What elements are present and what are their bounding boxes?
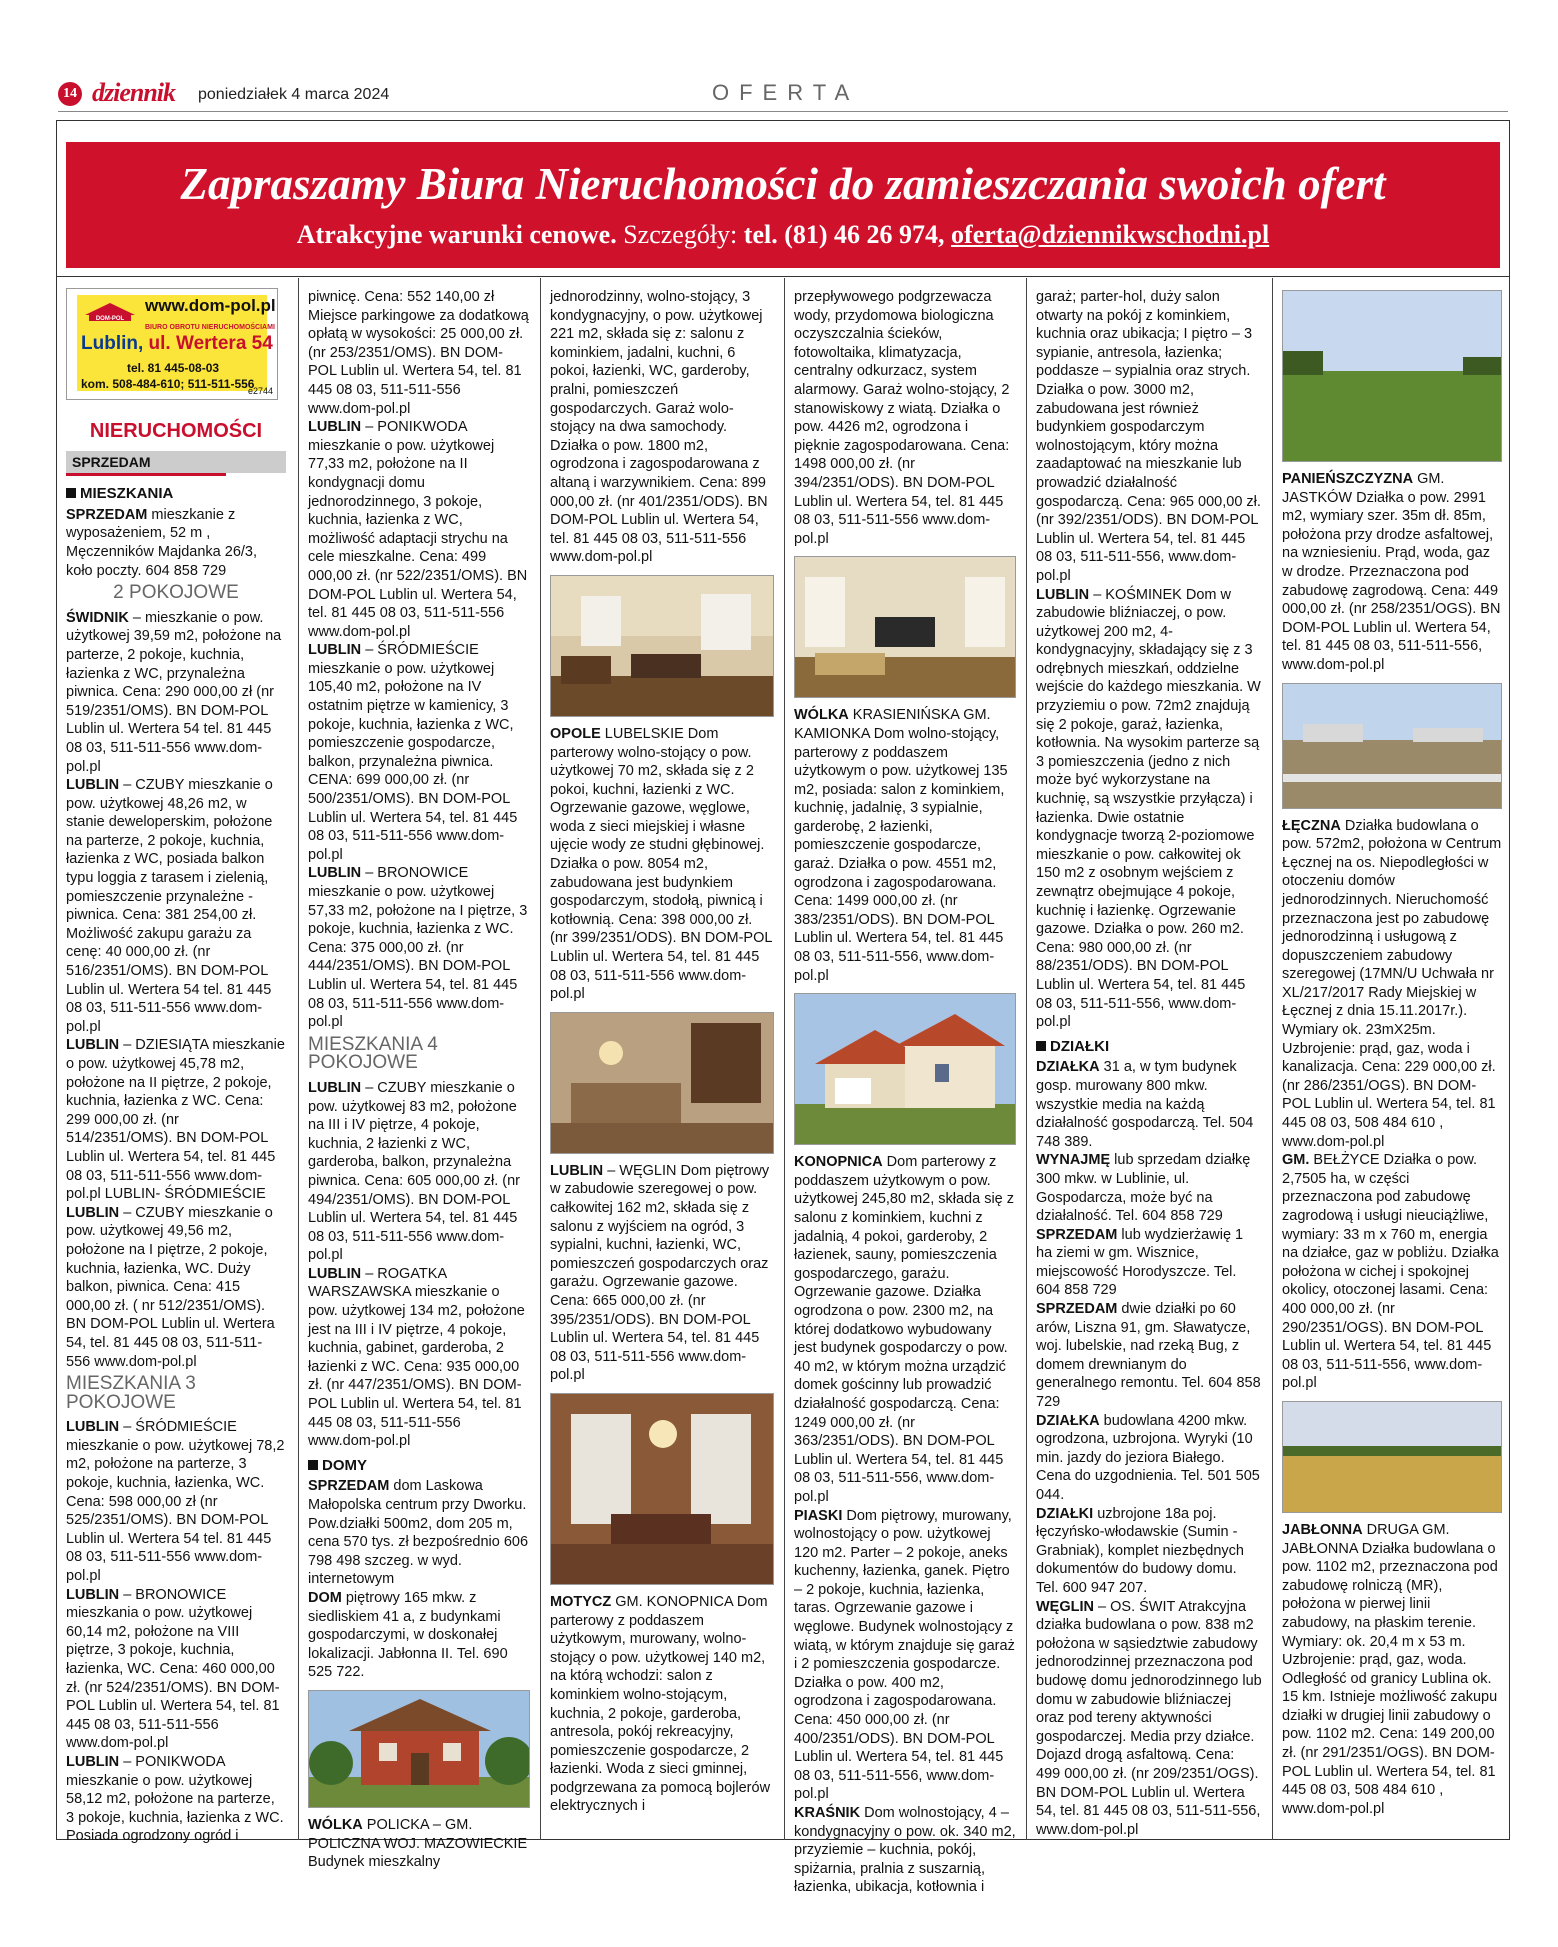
dom-pol-ad [66, 288, 278, 400]
page-header [58, 78, 1508, 114]
listing-group [1282, 1521, 1502, 1819]
listing-text: – WĘGLIN Dom piętrowy w zabudowie szeregowej o pow. całkowitej 162 m2, składa się z salonu z wyjściem na ogród, 3 sypialni, kuchni, łazienki, WC, pomieszczeń gospodarczych oraz garażu. Ogrzewanie gazowe. Cena: 665 000,00 zł. (nr 395/2351/ODS). BN DOM-POL Lublin ul. Wertera 54, tel. 81 445 08 03, 511-511-556 www.dom-pol.pl [550, 1162, 770, 1384]
column-divider [784, 278, 785, 1840]
banner-title: Zapraszamy Biura Nieruchomości do zamieszczania swoich ofert [180, 159, 1386, 209]
brick-house-image [309, 1691, 530, 1807]
listing-text: piwnicę. Cena: 552 140,00 zł Miejsce parkingowe za dodatkową opłatą w wysokości: 25 000,00 zł. (nr 253/2351/OMS). BN DOM-POL Lublin ul. Wertera 54, tel. 81 445 08 03, 511-511-556 www.dom-pol.pl [308, 289, 529, 417]
listing-entry [550, 725, 774, 1004]
listing-entry [1036, 1300, 1262, 1412]
listing-group [308, 1816, 530, 1872]
listing-text: DRUGA GM. JABŁONNA Działka budowlana o pow. 1102 m2, przeznaczona pod zabudowę rolniczą (MR), położona w pierwej linii zabudowy, na płaskim terenie. Wymiary: ok. 20,4 m x 53 m. Uzbrojenie: prąd, gaz, woda. Odległość od granicy Lublina ok. 15 km. Istnieje możliwość zakupu działki w drugiej linii zabudowy o pow. 1102 m2. Cena: 149 200,00 zł. (nr 291/2351/OGS). BN DOM-POL Lublin ul. Wertera 54, tel. 81 445 08 03, 508 484 610 , www.dom-pol.pl [1282, 1521, 1498, 1817]
domy-label: DOMY [322, 1456, 367, 1474]
listing-text: – ŚRÓDMIEŚCIE mieszkanie o pow. użytkowej 105,40 m2, położone na IV ostatnim piętrze w kamienicy, 3 pokoje, kuchnia, łazienka z WC, pomieszczenie gospodarcze, balkon, przynależna piwnica. CENA: 699 000,00 zł. (nr 500/2351/OMS). BN DOM-POL Lublin ul. Wertera 54, tel. 81 445 08 03, 511-511-556 www.dom-pol.pl [308, 642, 518, 863]
issue-date: poniedziałek 4 marca 2024 [198, 86, 390, 103]
listing-location: WÓLKA [794, 707, 849, 724]
banner-conditions: Atrakcyjne warunki cenowe. [296, 220, 617, 249]
interior-photo [550, 575, 774, 717]
listing-location: GM. [1282, 1152, 1310, 1169]
listing-text: przepływowego podgrzewacza wody, przydomowa biologiczna oczyszczalnia ścieków, fotowoltaika, klimatyzacja, centralny odkurzacz, system alarmowy. Garaż wolno-stojący, 2 stanowiskowy z wiatą. Działka o pow. 4426 m2, ogrodzona i pięknie zagospodarowana. Cena: 1498 000,00 zł. (nr 394/2351/ODS). BN DOM-POL Lublin ul. Wertera 54, tel. 81 445 08 03, 511-511-556 www.dom-pol.pl [794, 289, 1010, 547]
listing-entry [1282, 1521, 1502, 1819]
listing-location: LUBLIN [66, 1419, 120, 1436]
listing-group [66, 1375, 286, 1846]
pok2-heading: 2 POKOJOWE [113, 582, 239, 604]
living-room-image [551, 576, 774, 716]
domy-heading [308, 1457, 530, 1476]
listing-group [1036, 1058, 1262, 1839]
logo-text: DOM-POL [95, 316, 125, 322]
sprzedam-heading: SPRZEDAM [66, 451, 286, 474]
listing-location: WYNAJMĘ [1036, 1152, 1111, 1169]
ad-address [81, 335, 273, 354]
listing-group [1036, 288, 1262, 1032]
listing-entry [308, 418, 530, 641]
listing-entry [66, 1418, 286, 1585]
listing-location: WĘGLIN [1036, 1598, 1094, 1615]
listing-text: Działka budowlana o pow. 572m2, położona w Centrum Łęcznej na os. Niepodległości w otoczeniu domów jednorodzinnych. Nieruchomość przeznaczona jest po zabudowę jednorodzinną i usługową z dopuszczeniem zabudowy szeregowej (17MN/U Uchwała nr XL/217/2017 Rady Miejskiej w Łęcznej z dnia 15.11.2017r.). Wymiary ok. 23mX25m. Uzbrojenie: prąd, gaz, woda i kanalizacja. Cena: 229 000,00 zł. (nr 286/2351/OGS). BN DOM-POL Lublin ul. Wertera 54, tel. 81 445 08 03, 508 484 610 , www.dom-pol.pl [1282, 817, 1502, 1150]
listing-entry [794, 288, 1016, 548]
listing-entry [308, 288, 530, 418]
listing-entry [1036, 1151, 1262, 1225]
listing-text: – KOŚMINEK Dom w zabudowie bliźniaczej, o pow. użytkowej 200 m2, 4-kondygnacyjny, składający się z 3 odrębnych mieszkań, oddzielne wejście do każdego mieszkania. W przyziemiu o pow. 72m2 znajdują się 2 pokoje, garaż, łazienka, kotłownia. Na wysokim parterze są 3 pomieszczenia (jedno z nich może być wykorzystane na kuchnię, są wszystkie przyłącza) i łazienka. Dwie ostatnie kondygnacje tworzą 2-poziomowe mieszkanie o pow. całkowitej ok 150 m2 z osobnym wejściem z zewnątrz obejmujące 4 pokoje, kuchnię i łazienkę. Ogrzewanie gazowe. Działka o pow. 260 m2. Cena: 980 000,00 zł. (nr 88/2351/ODS). BN DOM-POL Lublin ul. Wertera 54, tel. 81 445 08 03, 511-511-556, www.dom-pol.pl [1036, 586, 1261, 1031]
listing-entry [794, 1153, 1016, 1506]
listing-text: – BRONOWICE mieszkania o pow. użytkowej 60,14 m2, położone na VIII piętrze, 3 pokoje, kuchnia, łazienka, WC. Cena: 460 000,00 zł. (nr 524/2351/OMS). BN DOM-POL Lublin ul. Wertera 54, tel. 81 445 08 03, 511-511-556 www.dom-pol.pl [66, 1586, 280, 1752]
listing-location: ŚWIDNIK [66, 609, 129, 626]
listing-text: LUBELSKIE Dom parterowy wolno-stojący o pow. użytkowej 70 m2, składa się z 2 pokoi, kuchni, łazienki z WC. Ogrzewanie gazowe, węglowe, woda z sieci miejskiej i własne ujęcie wody ze studni głębinowej. Działka o pow. 8054 m2, zabudowana jest budynkiem gospodarczym, stodołą, piwnicą i kotłownią. Cena: 398 000,00 zł. (nr 399/2351/ODS). BN DOM-POL Lublin ul. Wertera 54, tel. 81 445 08 03, 511-511-556 www.dom-pol.pl [550, 725, 772, 1003]
column-divider [1026, 278, 1027, 1840]
listing-text: mieszkanie z wyposażeniem, 52 m , Męczenników Majdanka 26/3, koło poczty. 604 858 729 [66, 506, 258, 579]
field-image [1283, 291, 1502, 461]
listing-entry [550, 1593, 774, 1816]
listing-text: – mieszkanie o pow. użytkowej 39,59 m2, położone na parterze, 2 pokoje, kuchnia, łazienka z WC, przynależna piwnica. Cena: 290 000,00 zł (nr 519/2351/OMS). BN DOM-POL Lublin ul. Wertera 54 tel. 81 445 08 03, 511-511-556 www.dom-pol.pl [66, 609, 282, 775]
listing-location: KONOPNICA [794, 1154, 883, 1171]
ad-code: e2744 [247, 386, 273, 397]
dzialki-heading [1036, 1038, 1262, 1057]
listing-text: – CZUBY mieszkanie o pow. użytkowej 49,56 m2, położone na I piętrze, 2 pokoje, kuchnia, łazienka, WC. Duży balkon, piwnica. Cena: 415 000,00 zł. ( nr 512/2351/OMS). BN DOM-POL Lublin ul. Wertera 54, tel. 81 445 08 03, 511-511-556 www.dom-pol.pl [66, 1204, 275, 1370]
listing-entry [794, 1804, 1016, 1897]
header-rule [58, 111, 1508, 112]
listing-location: OPOLE [550, 725, 601, 742]
mieszkania-heading [66, 485, 286, 504]
dzialki-label: DZIAŁKI [1050, 1037, 1110, 1055]
section-title: OFERTA [712, 80, 860, 105]
ad-mobile: kom. 508-484-610; 511-511-556 [81, 377, 255, 391]
listing-location: PIASKI [794, 1507, 843, 1524]
lounge-image [551, 1013, 774, 1153]
page-number: 14 [58, 82, 82, 106]
listing-text: Dom piętrowy, murowany, wolnostojący o pow. użytkowej 120 m2. Parter – 2 pokoje, aneks kuchenny, łazienka, ganek. Piętro – 2 pokoje, kuchnia, łazienka, taras. Ogrzewanie gazowe i węglowe. Budynek wolnostojący z wiatą, w którym znajduje się garaż i 2 pomieszczenia gospodarcze. Działka o pow. 400 m2, ogrodzona i zagospodarowana. Cena: 450 000,00 zł. (nr 400/2351/ODS). BN DOM-POL Lublin ul. Wertera 54, tel. 81 445 08 03, 511-511-556, www.dom-pol.pl [794, 1507, 1015, 1803]
brand-logo: dziennik [92, 78, 176, 107]
listing-location: LUBLIN [308, 642, 362, 659]
square-bullet-icon [308, 1460, 318, 1470]
listing-text: uzbrojone 18a poj. łęczyńsko-włodawskie (Sumin - Grabniak), komplet niezbędnych dokumentów do budowy domu. Tel. 600 947 207. [1036, 1505, 1244, 1596]
banner-details: Szczegóły: [616, 220, 744, 249]
urban-plot-image [1283, 684, 1502, 808]
listing-location: LUBLIN [66, 1037, 120, 1054]
column-5 [1036, 288, 1262, 1839]
listing-text: POLICKA – GM. POLICZNA WOJ. MAZOWIECKIE Budynek mieszkalny [308, 1816, 528, 1871]
listing-entry [1036, 1598, 1262, 1840]
listing-text: BEŁŻYCE Działka o pow. 2,7505 ha, w części przeznaczona pod zabudowę zagrodową i usługi nieuciążliwe, wymiary: 33 m x 760 m, energia na działce, gaz w pobliżu. Działka położona w cichej i spokojnej okolicy, otoczonej lasami. Cena: 400 000,00 zł. (nr 290/2351/OGS). BN DOM-POL Lublin ul. Wertera 54, tel. 81 445 08 03, 511-511-556, www.dom-pol.pl [1282, 1152, 1499, 1392]
listing-location: DZIAŁKA [1036, 1412, 1100, 1429]
house-photo [794, 993, 1016, 1145]
pok4-heading: MIESZKANIA 4 POKOJOWE [308, 1033, 438, 1074]
listing-text: Dom parterowy z poddaszem użytkowym o pow. użytkowej 245,80 m2, składa się z salonu z kominkiem, kuchni z jadalnią, 4 pokoi, garderoby, 2 łazienek, sauny, pomieszczenia gospodarczego, garażu. Ogrzewanie gazowe. Działka ogrodzona o pow. 2300 m2, na której dodatkowo wybudowany jest budynek gospodarczy o pow. 40 m2, w którym można urządzić domek gościnny lub prowadzić działalność gospodarczą. Cena: 1249 000,00 zł. (nr 363/2351/ODS). BN DOM-POL Lublin ul. Wertera 54, tel. 81 445 08 03, 511-511-556, www.dom-pol.pl [794, 1154, 1015, 1505]
listing-location: SPRZEDAM [66, 506, 148, 523]
house-logo-icon [83, 301, 137, 331]
listing-text: – CZUBY mieszkanie o pow. użytkowej 83 m2, położone na III i IV piętrze, 4 pokoje, kuchnia, 2 łazienki z WC, garderoba, balkon, przynależna piwnica. Cena: 605 000,00 zł. (nr 494/2351/OMS). BN DOM-POL Lublin ul. Wertera 54, tel. 81 445 08 03, 511-511-556 www.dom-pol.pl [308, 1079, 520, 1264]
ad-website[interactable]: www.dom-pol.pl [145, 296, 276, 315]
listing-group [550, 288, 774, 567]
interior-photo [550, 1393, 774, 1585]
listing-group [550, 725, 774, 1004]
banner-subtitle [66, 220, 1500, 250]
listing-text: budowlana 4200 mkw. ogrodzona, uzbrojona. Wyryki (10 min. jazdy do jeziora Białego. Cena do uzgodnienia. Tel. 501 505 044. [1036, 1412, 1260, 1503]
listing-text: – DZIESIĄTA mieszkanie o pow. użytkowej 45,78 m2, położone na II piętrze, 2 pokoje, kuchnia, łazienka z WC. Cena: 299 000,00 zł. (nr 514/2351/OMS). BN DOM-POL Lublin ul. Wertera 54, tel. 81 445 08 03, 511-511-556 www.dom-pol.pl LUBLIN- ŚRÓDMIEŚCIE [66, 1037, 285, 1203]
listing-location: SPRZEDAM [1036, 1301, 1118, 1318]
house-photo [308, 1690, 530, 1808]
listing-text: – PONIKWODA mieszkanie o pow. użytkowej 58,12 m2, położone na parterze, 3 pokoje, kuchnia, łazienka z WC. Posiada ogrodzony ogród i [66, 1753, 284, 1845]
listing-entry [1282, 470, 1502, 675]
ad-city: Lublin, [81, 333, 149, 354]
listing-entry [550, 288, 774, 567]
listing-location: JABŁONNA [1282, 1521, 1363, 1538]
listing-location: LUBLIN [308, 419, 362, 436]
listing-group [550, 1593, 774, 1816]
listing-location: LUBLIN [308, 1265, 362, 1282]
listing-text: GM. JASTKÓW Działka o pow. 2991 m2, wymiary szer. 35m dł. 85m, położona przy drodze asfaltowej, na wzniesieniu. Prąd, woda, gaz w drodze. Przeznaczona pod zabudowę zagrodową. Cena: 449 000,00 zł. (nr 258/2351/OGS). BN DOM-POL Lublin ul. Wertera 54, tel. 81 445 08 03, 511-511-556, www.dom-pol.pl [1282, 471, 1501, 673]
listing-group [1282, 470, 1502, 675]
listing-group [794, 288, 1016, 548]
listing-entry [1036, 1505, 1262, 1598]
listing-location: LUBLIN [66, 777, 120, 794]
category-heading: NIERUCHOMOŚCI [89, 420, 263, 442]
listing-entry [1036, 1412, 1262, 1505]
listing-entry [66, 776, 286, 1036]
listing-location: WÓLKA [308, 1816, 363, 1833]
listing-location: LUBLIN [1036, 586, 1090, 603]
listing-entry [66, 1753, 286, 1846]
listing-group [550, 1162, 774, 1385]
interior-photo [794, 556, 1016, 698]
listing-text: lub wydzierżawię 1 ha ziemi w gm. Wisznice, miejscowość Horodyszcze. Tel. 604 858 729 [1036, 1226, 1244, 1299]
banner-email[interactable]: oferta@dziennikwschodni.pl [951, 220, 1270, 249]
listing-text: piętrowy 165 mkw. z siedliskiem 41 a, z budynkami gospodarczymi, w doskonałej lokalizacji. Jabłonna II. Tel. 690 525 722. [308, 1589, 508, 1681]
listing-entry [308, 641, 530, 864]
listing-location: PANIEŃSZCZYZNA [1282, 471, 1414, 487]
ad-agency-type: BIURO OBROTU NIERUCHOMOŚCIAMI [145, 324, 275, 331]
listing-text: garaż; parter-hol, duży salon otwarty na pokój z kominkiem, kuchnia oraz ubikacja; I piętro – 3 sypianie, antresola, łazienka; poddasze – sypialnia oraz strych. Działka o pow. 3000 m2, zabudowana jest również budynkiem gospodarczym wolnostojącym, który można zaadaptować na mieszkanie lub prowadzić działalność gospodarczą. Cena: 965 000,00 zł. (nr 392/2351/ODS). BN DOM-POL Lublin ul. Wertera 54, tel. 81 445 08 03, 511-511-556, www.dom-pol.pl [1036, 289, 1261, 584]
listing-location: LUBLIN [550, 1162, 604, 1179]
banner-rule [56, 276, 1510, 277]
listing-entry [550, 1162, 774, 1385]
listing-entry [66, 506, 286, 580]
dining-room-image [551, 1394, 774, 1584]
listing-location: KRAŚNIK [794, 1805, 861, 1821]
plot-photo [1282, 290, 1502, 462]
listing-entry [308, 1589, 530, 1682]
listing-entry [308, 864, 530, 1031]
listing-text: dom Laskowa Małopolska centrum przy Dworku. Pow.działki 500m2, dom 205 m, cena 570 tys. zł bezpośrednio 606 798 498 szczeg. w wyd. internetowym [308, 1478, 529, 1588]
column-6 [1282, 288, 1502, 1818]
listing-group [308, 1477, 530, 1682]
listing-text: jednorodzinny, wolno-stojący, 3 kondygnacyjny, o pow. użytkowej 221 m2, składa się z: salonu z kominkiem, jadalni, kuchni, 6 pokoi, łazienki, WC, garderoby, pralni, pomieszczeń gospodarczych. Garaż wolo-stojący na dwa samochody. Działka o pow. 1800 m2, ogrodzona i zagospodarowana z altaną i warzywnikiem. Cena: 899 000,00 zł. (nr 401/2351/ODS). BN DOM-POL Lublin ul. Wertera 54, tel. 81 445 08 03, 511-511-556 www.dom-pol.pl [550, 289, 768, 566]
listing-text: dwie działki po 60 arów, Liszna 91, gm. Sławatycze, woj. lubelskie, nad rzeką Bug, z domem drewnianym do generalnego remontu. Tel. 604 858 729 [1036, 1301, 1261, 1411]
listing-group [308, 288, 530, 1032]
listing-text: lub sprzedam działkę 300 mkw. w Lublinie, ul. Gospodarcza, może być na działalność. Tel. 604 858 729 [1036, 1152, 1251, 1225]
pok3-heading: MIESZKANIA 3 POKOJOWE [66, 1373, 196, 1413]
listing-text: – OS. ŚWIT Atrakcyjna działka budowlana o pow. 838 m2 położona w sąsiedztwie zabudowy jednorodzinnej przeznaczona pod budowę domu jednorodzinnego lub domu w zabudowie bliźniaczej oraz pod tereny aktywności gospodarczej. Media przy działce. Dojazd drogą asfaltową. Cena: 499 000,00 zł. (nr 209/2351/OGS). BN DOM-POL Lublin ul. Wertera 54, tel. 81 445 08 03, 511-511-556, www.dom-pol.pl [1036, 1598, 1262, 1838]
listing-group [794, 1153, 1016, 1897]
listing-entry [308, 1816, 530, 1872]
listing-text: – CZUBY mieszkanie o pow. użytkowej 48,26 m2, w stanie deweloperskim, położone na parterze, 2 pokoje, kuchnia, łazienka z WC, posiada balkon typu loggia z tarasem i zielenią, pomieszczenie przynależne - piwnica. Cena: 381 254,00 zł. Możliwość zakupu garażu za cenę: 40 000,00 zł. (nr 516/2351/OMS). BN DOM-POL Lublin ul. Wertera 54 tel. 81 445 08 03, 511-511-556 www.dom-pol.pl [66, 777, 273, 1035]
column-divider [298, 278, 299, 1840]
listing-text: 31 a, w tym budynek gosp. murowany 800 mkw. wszystkie media na każdą działalność gospodarczą. Tel. 504 748 389. [1036, 1059, 1254, 1150]
promo-banner [66, 142, 1500, 268]
listing-entry [794, 706, 1016, 985]
mieszkania-label: MIESZKANIA [80, 485, 174, 503]
listing-group [1282, 817, 1502, 1393]
listing-location: DZIAŁKA [1036, 1059, 1100, 1076]
listing-entry [66, 1586, 286, 1753]
plot-photo [1282, 1401, 1502, 1513]
listing-entry [66, 1204, 286, 1371]
listing-entry [1282, 1151, 1502, 1393]
listing-text: KRASIENIŃSKA GM. KAMIONKA Dom wolno-stojący, parterowy z poddaszem użytkowym o pow. użytkowej 135 m2, posiada: salon z kominkiem, kuchnię, jadalnię, 3 sypialnie, garderobę, 2 łazienki, pomieszczenie gospodarcze, garaż. Działka o pow. 4551 m2, ogrodzona i zagospodarowana. Cena: 1499 000,00 zł. (nr 383/2351/ODS). BN DOM-POL Lublin ul. Wertera 54, tel. 81 445 08 03, 511-511-556, www.dom-pol.pl [794, 707, 1008, 984]
column-divider [1272, 278, 1273, 1840]
listing-text: – PONIKWODA mieszkanie o pow. użytkowej 77,33 m2, położone na II kondygnacji domu jednorodzinnego, 3 pokoje, kuchnia, łazienka z WC, możliwość adaptacji strychu na cele mieszkalne. Cena: 499 000,00 zł. (nr 522/2351/OMS). BN DOM-POL Lublin ul. Wertera 54, tel. 81 445 08 03, 511-511-556 www.dom-pol.pl [308, 419, 528, 640]
column-divider [540, 278, 541, 1840]
listing-entry [1282, 817, 1502, 1152]
listing-entry [1036, 1058, 1262, 1151]
square-bullet-icon [1036, 1041, 1046, 1051]
listing-entry [308, 1079, 530, 1265]
listing-location: LUBLIN [66, 1204, 120, 1221]
interior-photo [550, 1012, 774, 1154]
listing-location: DOM [308, 1589, 342, 1606]
villa-image [795, 994, 1016, 1144]
listing-group [308, 1079, 530, 1451]
listing-location: LUBLIN [66, 1753, 120, 1770]
listing-location: DZIAŁKI [1036, 1505, 1094, 1522]
banner-phone: tel. (81) 46 26 974, [743, 220, 952, 249]
listing-group [794, 706, 1016, 985]
listing-location: ŁĘCZNA [1282, 817, 1341, 834]
listing-entry [308, 1265, 530, 1451]
column-1 [66, 288, 286, 1846]
listing-location: MOTYCZ [550, 1593, 612, 1610]
listing-entry [794, 1507, 1016, 1805]
listing-location: SPRZEDAM [1036, 1226, 1118, 1243]
listing-entry [308, 1477, 530, 1589]
ad-street: ul. Wertera 54 [148, 333, 273, 354]
listing-location: LUBLIN [66, 1586, 120, 1603]
listing-entry [66, 1036, 286, 1203]
wheat-field-image [1283, 1402, 1502, 1512]
column-4 [794, 288, 1016, 1897]
listing-entry [66, 609, 286, 776]
listing-text: Dom wolnostojący, 4 – kondygnacyjny o pow. ok. 340 m2, przyziemie – kuchnia, pokój, spiżarnia, pralnia z suszarnią, łazienka, ubikacja, kotłownia i [794, 1805, 1016, 1896]
listing-group [66, 506, 286, 1371]
listing-text: – BRONOWICE mieszkanie o pow. użytkowej 57,33 m2, położone na I piętrze, 3 pokoje, kuchnia, łazienka z WC. Cena: 375 000,00 zł. (nr 444/2351/OMS). BN DOM-POL Lublin ul. Wertera 54, tel. 81 445 08 03, 511-511-556 www.dom-pol.pl [308, 865, 528, 1031]
listing-text: – ROGATKA WARSZAWSKA mieszkanie o pow. użytkowej 134 m2, położone jest na III i IV piętrze, 4 pokoje, kuchnia, gabinet, garderoba, 2 łazienki z WC. Cena: 935 000,00 zł. (nr 447/2351/OMS). BN DOM-POL Lublin ul. Wertera 54, tel. 81 445 08 03, 511-511-556 www.dom-pol.pl [308, 1265, 525, 1450]
listing-location: LUBLIN [308, 1079, 362, 1096]
square-bullet-icon [66, 488, 76, 498]
salon-image [795, 557, 1016, 697]
ad-phone: tel. 81 445-08-03 [127, 361, 220, 375]
column-2 [308, 288, 530, 1872]
column-3 [550, 288, 774, 1816]
listing-text: GM. KONOPNICA Dom parterowy z poddaszem użytkowym, murowany, wolno-stojący o pow. użytkowej 140 m2, na którą wchodzi: salon z kominkiem wolno-stojącym, kuchnia, 2 pokoje, garderoba, antresola, pokój rekreacyjny, pomieszczenie gospodarcze, 2 łazienki. Woda z sieci gminnej, podgrzewana za pomocą bojlerów elektrycznych i [550, 1593, 771, 1815]
listing-location: LUBLIN [308, 865, 362, 882]
listing-text: – ŚRÓDMIEŚCIE mieszkanie o pow. użytkowej 78,2 m2, położone na parterze, 3 pokoje, kuchnia, łazienka, WC. Cena: 598 000,00 zł (nr 525/2351/OMS). BN DOM-POL Lublin ul. Wertera 54 tel. 81 445 08 03, 511-511-556 www.dom-pol.pl [66, 1419, 285, 1585]
listing-entry [1036, 1226, 1262, 1300]
listing-entry [1036, 586, 1262, 1032]
listing-entry [1036, 288, 1262, 586]
plot-photo [1282, 683, 1502, 809]
listing-location: SPRZEDAM [308, 1478, 390, 1495]
